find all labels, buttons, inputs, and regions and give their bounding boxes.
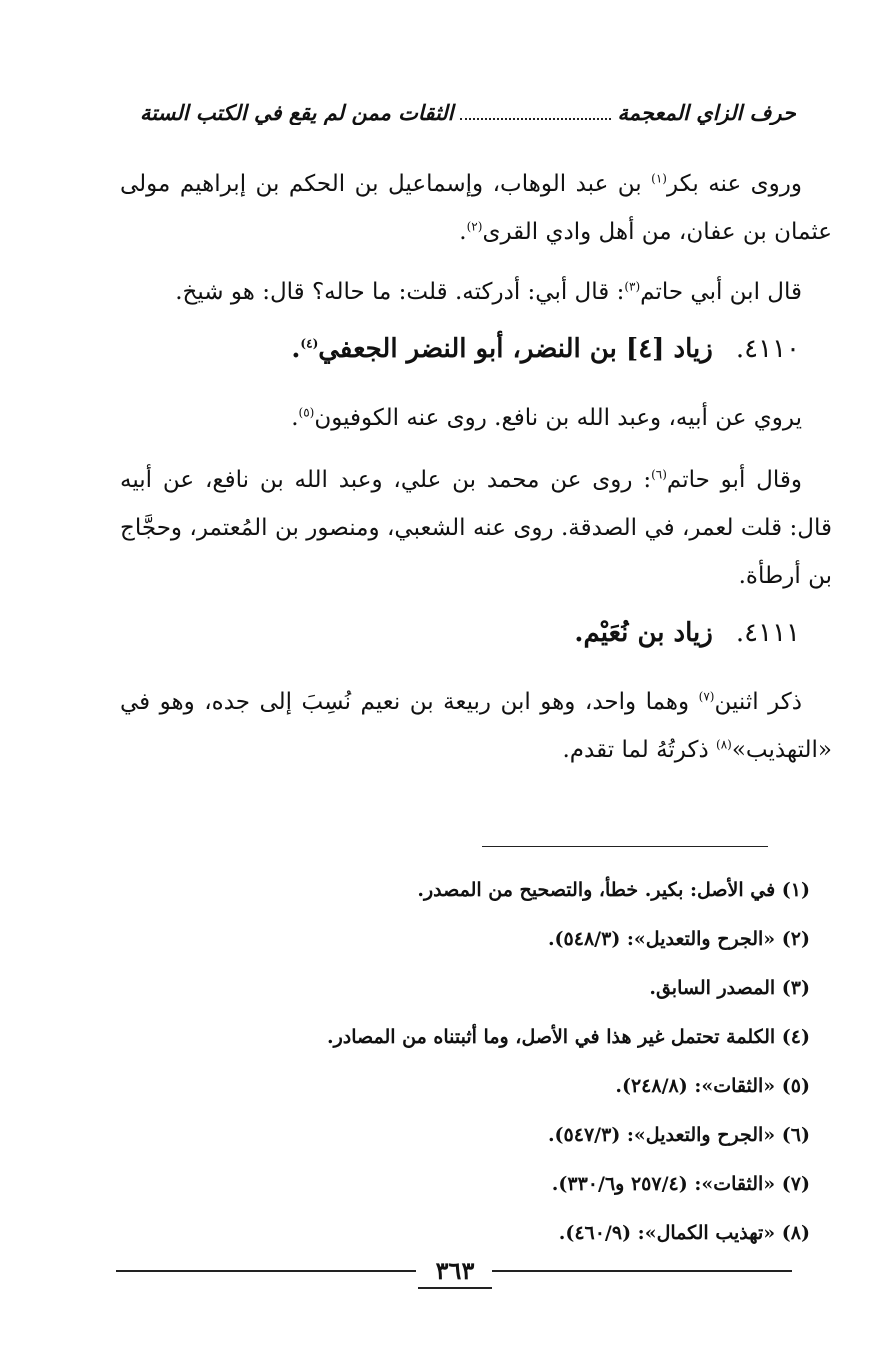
entry-title-end: . [291, 334, 301, 364]
footnote-item: (٢) «الجرح والتعديل»: (٥٤٨/٣). [547, 928, 810, 950]
footer-rule-left [116, 1270, 416, 1272]
footnote-item: (٧) «الثقات»: (٢٥٧/٤ و٣٣٠/٦). [551, 1173, 810, 1195]
header-leader-dots [460, 106, 612, 120]
paragraph-2 [120, 268, 832, 316]
entry-heading-4111 [180, 618, 800, 648]
footnote-ref: (٣) [624, 279, 641, 294]
paragraph-text: . [291, 405, 299, 431]
paragraph-text: ذكرتُهُ لما تقدم. [562, 737, 717, 763]
paragraph-text: . [459, 219, 467, 245]
entry-number: ٤١١١. [735, 618, 800, 648]
footnote-item: (٥) «الثقات»: (٢٤٨/٨). [615, 1075, 810, 1097]
book-title: الثقات ممن لم يقع في الكتب الستة [140, 100, 454, 125]
footnote-ref: (٧) [698, 689, 715, 704]
paragraph-4 [120, 456, 832, 600]
paragraph-text: قال ابن أبي حاتم [640, 279, 802, 305]
paragraph-text: بن عبد الوهاب، وإسماعيل بن الحكم بن إبراهيم مولى عثمان بن عفان، من أهل وادي القرى [120, 171, 832, 245]
footnote-item: (٨) «تهذيب الكمال»: (٤٦٠/٩). [558, 1222, 810, 1244]
paragraph-text: وقال أبو حاتم [666, 467, 802, 493]
footnote-item: (٣) المصدر السابق. [649, 977, 810, 999]
paragraph-3 [120, 394, 832, 442]
footnote-item: (٤) الكلمة تحتمل غير هذا في الأصل، وما أثبتناه من المصادر. [326, 1026, 810, 1048]
paragraph-text: : قال أبي: أدركته. قلت: ما حاله؟ قال: هو شيخ. [175, 279, 625, 305]
entry-title: زياد [٤] بن النضر، أبو النضر الجعفي [318, 334, 713, 364]
footnote-separator [482, 846, 768, 847]
paragraph-text: وروى عنه بكر [666, 171, 803, 197]
footnote-ref: (٤) [300, 336, 319, 351]
footnotes [320, 866, 810, 1258]
footnote-ref: (٥) [298, 405, 315, 420]
page-number: ٣٦٣ [418, 1255, 492, 1289]
paragraph-text: وهما واحد، وهو ابن ربيعة بن نعيم نُسِبَ إلى جده، وهو في «التهذيب» [120, 689, 832, 763]
paragraph-text: يروي عن أبيه، وعبد الله بن نافع. روى عنه الكوفيون [314, 405, 802, 431]
entry-title: زياد بن نُعَيْم. [574, 618, 713, 648]
footnote-item: (٦) «الجرح والتعديل»: (٥٤٧/٣). [547, 1124, 810, 1146]
footer-rule-right [492, 1270, 792, 1272]
footnote-ref: (١) [651, 171, 667, 186]
paragraph-5 [120, 678, 832, 774]
entry-heading-4110 [180, 334, 800, 364]
section-title: حرف الزاي المعجمة [617, 100, 796, 125]
running-header [140, 100, 796, 125]
paragraph-text: : روى عن محمد بن علي، وعبد الله بن نافع، عن أبيه قال: قلت لعمر، في الصدقة. روى عنه الشعبي، ومنصور بن المُعتمر، وحجَّاج بن أرطأة. [120, 467, 832, 589]
footnote-item: (١) في الأصل: بكير. خطأ، والتصحيح من المصدر. [417, 879, 810, 901]
entry-number: ٤١١٠. [735, 334, 800, 364]
paragraph-1 [120, 160, 832, 256]
footnote-ref: (٨) [716, 737, 732, 752]
paragraph-text: ذكر اثنين [714, 689, 802, 715]
footnote-ref: (٢) [466, 219, 483, 234]
footnote-ref: (٦) [651, 467, 667, 482]
